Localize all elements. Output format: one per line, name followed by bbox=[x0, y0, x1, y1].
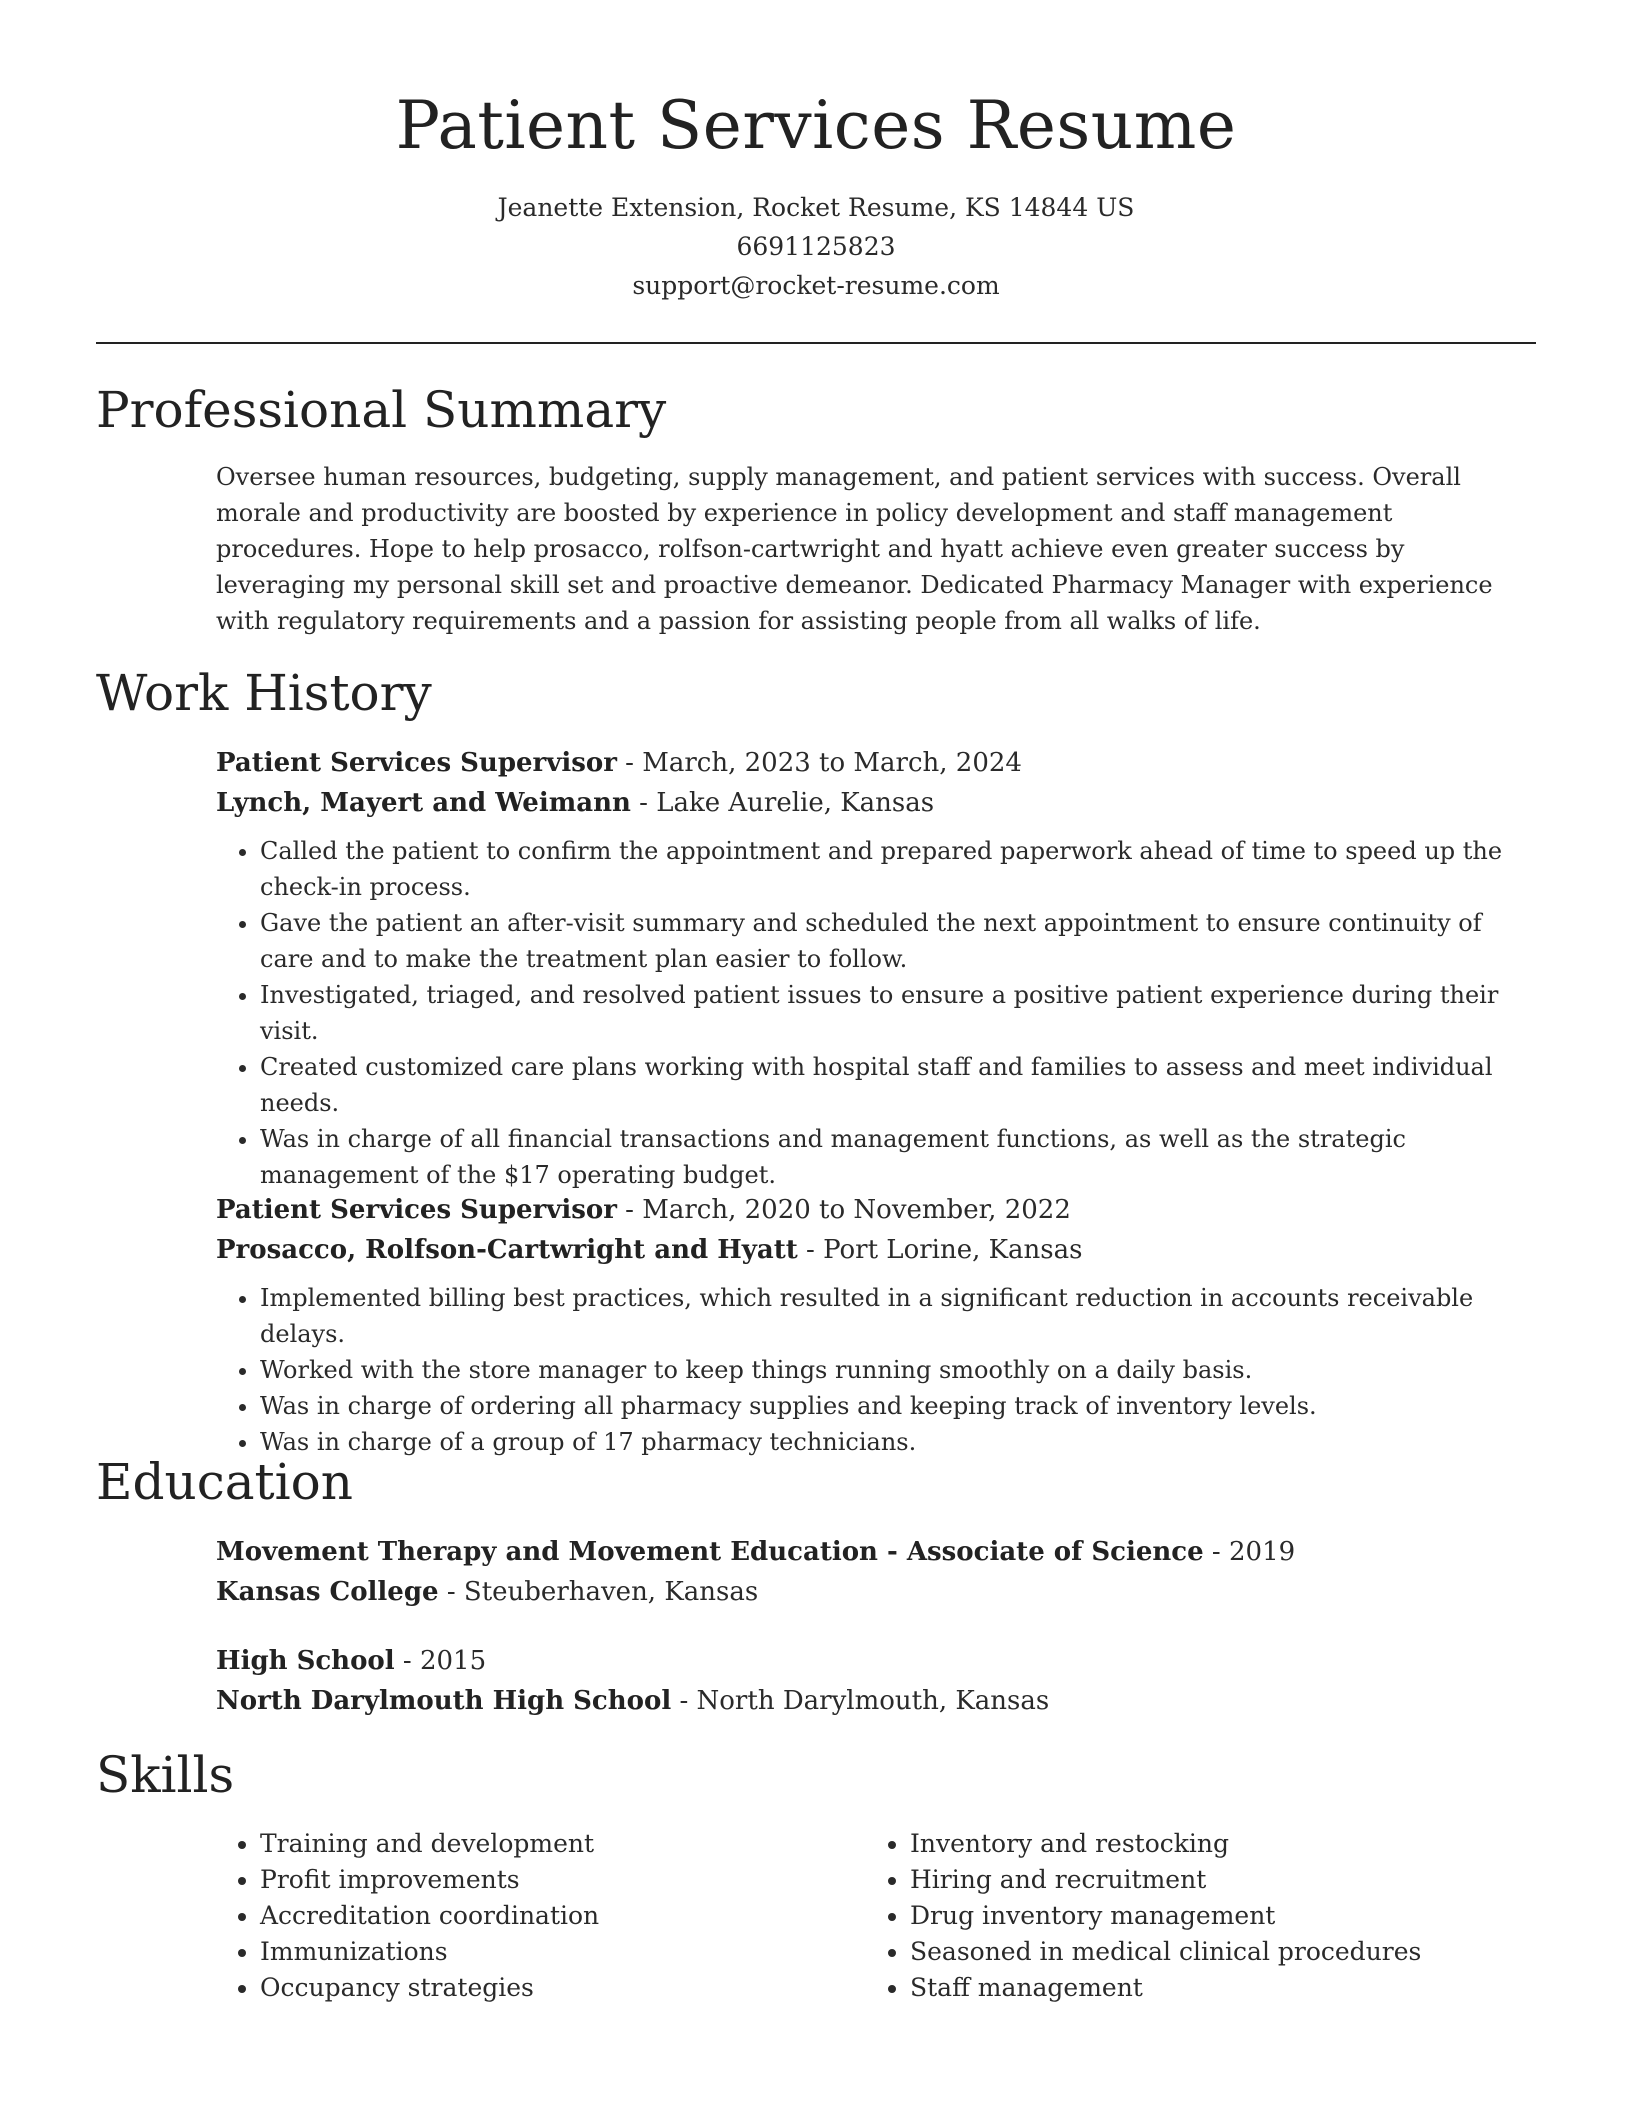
education-entry bbox=[216, 1532, 1536, 1612]
list-item: • Investigated, triaged, and resolved patient issues to ensure a positive patient experience during their visit. bbox=[260, 977, 1536, 1049]
degree-program: High School bbox=[216, 1646, 395, 1676]
list-item: • Implemented billing best practices, which resulted in a significant reduction in accounts receivable delays. bbox=[260, 1280, 1536, 1352]
degree-year: - 2015 bbox=[394, 1646, 487, 1676]
school-line bbox=[216, 1681, 1536, 1721]
job-role: Patient Services Supervisor bbox=[216, 748, 617, 778]
list-item: • Seasoned in medical clinical procedures bbox=[910, 1934, 1486, 1970]
degree-line bbox=[216, 1532, 1536, 1572]
resume-header bbox=[96, 86, 1536, 305]
skills-list bbox=[866, 1826, 1486, 2006]
list-item: • Training and development bbox=[260, 1826, 836, 1862]
list-item: • Was in charge of a group of 17 pharmacy technicians. bbox=[260, 1424, 1536, 1460]
skills-section bbox=[216, 1826, 1536, 2046]
education-entry bbox=[216, 1641, 1536, 1721]
work-history-heading: Work History bbox=[96, 664, 432, 722]
job-title-line bbox=[216, 1190, 1536, 1230]
skills-column-left bbox=[216, 1826, 836, 2006]
list-item: • Was in charge of all financial transactions and management functions, as well as the strategic management of the $17 operating budget. bbox=[260, 1121, 1536, 1193]
list-item: • Drug inventory management bbox=[910, 1898, 1486, 1934]
list-item: • Hiring and recruitment bbox=[910, 1862, 1486, 1898]
job-location: - Lake Aurelie, Kansas bbox=[630, 788, 935, 818]
school-name: Kansas College bbox=[216, 1577, 439, 1607]
list-item: • Profit improvements bbox=[260, 1862, 836, 1898]
job-duties-list bbox=[216, 1280, 1536, 1460]
job-company: Prosacco, Rolfson-Cartwright and Hyatt bbox=[216, 1235, 798, 1265]
email: support@rocket-resume.com bbox=[632, 271, 1000, 300]
list-item: • Accreditation coordination bbox=[260, 1898, 836, 1934]
job-company: Lynch, Mayert and Weimann bbox=[216, 788, 631, 818]
degree-year: - 2019 bbox=[1203, 1537, 1296, 1567]
degree-program: Movement Therapy and Movement Education - Associate of Science bbox=[216, 1537, 1204, 1567]
job-role: Patient Services Supervisor bbox=[216, 1195, 617, 1225]
list-item: • Immunizations bbox=[260, 1934, 836, 1970]
list-item: • Staff management bbox=[910, 1970, 1486, 2006]
degree-line bbox=[216, 1641, 1536, 1681]
job-dates: - March, 2020 to November, 2022 bbox=[616, 1195, 1071, 1225]
list-item: • Gave the patient an after-visit summary and scheduled the next appointment to ensure continuity of care and to make the treatment plan easier to follow. bbox=[260, 905, 1536, 977]
address: Jeanette Extension, Rocket Resume, KS 14844 US bbox=[497, 193, 1135, 222]
list-item: • Worked with the store manager to keep things running smoothly on a daily basis. bbox=[260, 1352, 1536, 1388]
skills-list bbox=[216, 1826, 836, 2006]
contact-info bbox=[96, 188, 1536, 305]
job-company-line bbox=[216, 1230, 1536, 1270]
summary-heading: Professional Summary bbox=[96, 381, 667, 439]
job-location: - Port Lorine, Kansas bbox=[797, 1235, 1083, 1265]
job-dates: - March, 2023 to March, 2024 bbox=[616, 748, 1022, 778]
job-entry bbox=[216, 1190, 1536, 1460]
job-duties-list bbox=[216, 833, 1536, 1193]
job-entry bbox=[216, 743, 1536, 1193]
job-company-line bbox=[216, 783, 1536, 823]
school-line bbox=[216, 1572, 1536, 1612]
list-item: • Created customized care plans working with hospital staff and families to assess and meet individual needs. bbox=[260, 1049, 1536, 1121]
list-item: • Called the patient to confirm the appointment and prepared paperwork ahead of time to speed up the check-in process. bbox=[260, 833, 1536, 905]
job-title-line bbox=[216, 743, 1536, 783]
school-location: - North Darylmouth, Kansas bbox=[671, 1686, 1050, 1716]
list-item: • Occupancy strategies bbox=[260, 1970, 836, 2006]
header-divider bbox=[96, 342, 1536, 344]
school-name: North Darylmouth High School bbox=[216, 1686, 672, 1716]
phone: 6691125823 bbox=[736, 232, 896, 261]
resume-title: Patient Services Resume bbox=[395, 87, 1237, 164]
skills-column-right bbox=[866, 1826, 1486, 2006]
summary-text: Oversee human resources, budgeting, supply management, and patient services with success. Overall morale and productivity are boosted by experience in policy development and staff management procedures. Hope to help prosacco, rolfson-cartwright and hyatt achieve even greater success by leveraging my personal skill set and proactive demeanor. Dedicated Pharmacy Manager with experience with regulatory requirements and a passion for assisting people from all walks of life. bbox=[216, 463, 1493, 635]
education-heading: Education bbox=[96, 1453, 353, 1511]
summary-section bbox=[216, 459, 1536, 639]
school-location: - Steuberhaven, Kansas bbox=[438, 1577, 759, 1607]
list-item: • Was in charge of ordering all pharmacy supplies and keeping track of inventory levels. bbox=[260, 1388, 1536, 1424]
skills-heading: Skills bbox=[96, 1746, 235, 1804]
list-item: • Inventory and restocking bbox=[910, 1826, 1486, 1862]
